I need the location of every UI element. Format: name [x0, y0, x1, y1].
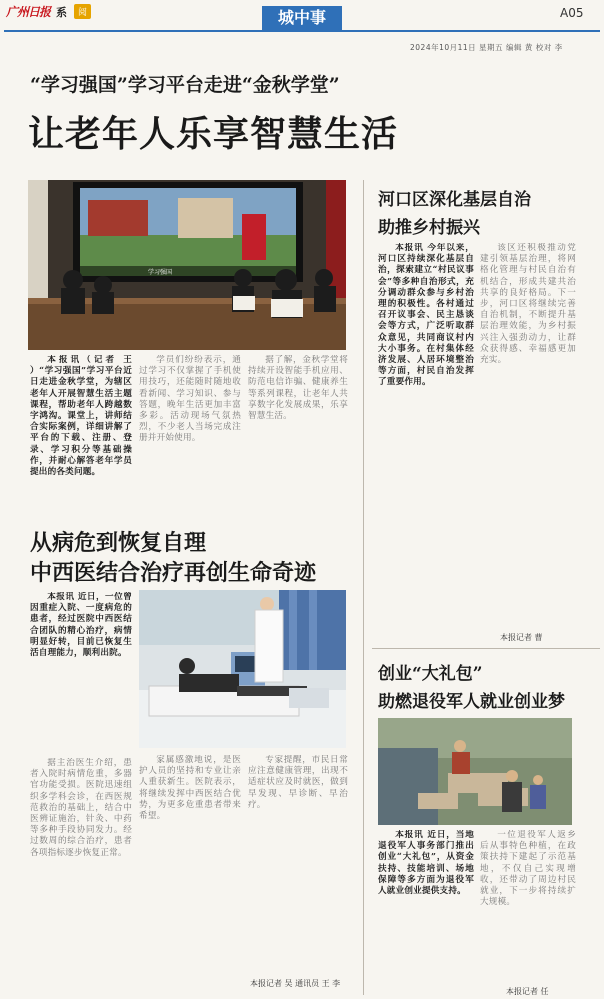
right-story-1-paragraph-2: 该区还积极推动党建引领基层治理，将网格化管理与村民自治有机结合，形成共建共治共享的良好格局。下一步，河口区将继续完善自治机制，不断提升基层治理效能，为乡村振兴注入强劲动力，让群众获得感、幸福感更加充实。: [480, 243, 576, 366]
page-number: A05: [560, 6, 584, 20]
right-headline-1: [378, 186, 531, 242]
edition-meta: 2024年10月11日 星期五 编辑 黄 校对 李: [410, 43, 563, 52]
right-story-1-byline: 本报记者 曹: [500, 633, 543, 642]
right-story-2-paragraph-1: 本报讯 近日，当地退役军人事务部门推出创业“大礼包”，从资金扶持、技能培训、场地保障等多方面为退役军人就业创业提供支持。: [378, 830, 474, 897]
lead-headline: 让老年人乐享智慧生活: [28, 113, 399, 155]
classroom-photo: [28, 180, 346, 350]
second-paragraph-3: 家属感激地说，是医护人员的坚持和专业让亲人重获新生。医院表示，将继续发挥中西医结合优势，为更多危重患者带来希望。: [139, 755, 241, 822]
second-headline: [30, 528, 316, 588]
right-story-1-column-1: [378, 243, 474, 628]
farm-photo: [378, 718, 572, 825]
lead-column-2: [139, 355, 241, 515]
right-headline-1-line-1: 河口区深化基层自治: [378, 190, 531, 210]
right-story-2-paragraph-2: 一位退役军人返乡后从事特色种植，在政策扶持下建起了示范基地，不仅自己实现增收，还带动了周边村民就业，下一步将持续扩大规模。: [480, 830, 576, 908]
section-tab[interactable]: 城中事: [262, 6, 342, 30]
right-headline-1-line-2: 助推乡村振兴: [378, 218, 480, 238]
second-paragraph-1: 本报讯 近日，一位曾因重症入院、一度病危的患者，经过医院中西医结合团队的精心治疗，病情明显好转，目前已恢复生活自理能力，顺利出院。: [30, 592, 132, 659]
right-story-2-byline: 本报记者 任: [506, 987, 549, 996]
newspaper-logo: 广州日报: [6, 5, 51, 19]
farm-illustration: [378, 718, 572, 825]
lead-paragraph-1: 本报讯（记者 王 ）“学习强国”学习平台近日走进金秋学堂，为辖区老年人开展智慧生活主题课程，帮助老年人跨越数字鸿沟。课堂上，讲师结合实际案例，详细讲解了平台的下载、注册、登录、学习积分等基础操作，并耐心解答老年学员提出的各类问题。: [30, 355, 132, 478]
lead-kicker: “学习强国”学习平台走进“金秋学堂”: [30, 74, 340, 96]
lead-column-1: [30, 355, 132, 515]
second-column-4: [248, 755, 348, 994]
second-byline: 本报记者 吴 通讯员 王 李: [250, 979, 341, 988]
svg-text:学习强国: 学习强国: [148, 269, 173, 276]
second-column-2: [30, 758, 132, 994]
lead-paragraph-2: 学员们纷纷表示，通过学习不仅掌握了手机使用技巧，还能随时随地收看新闻、学习知识、参与答题，晚年生活更加丰富多彩。活动现场气氛热烈，不少老人当场完成注册并开始使用。: [139, 355, 241, 444]
logo-suffix: 系: [56, 6, 67, 19]
right-headline-2: [378, 660, 565, 716]
right-section-divider: [372, 648, 600, 649]
second-headline-line-1: 从病危到恢复自理: [30, 530, 207, 556]
hospital-photo: [139, 590, 346, 748]
hospital-illustration: [139, 590, 346, 748]
lead-paragraph-3: 据了解，金秋学堂将持续开设智能手机应用、防范电信诈骗、健康养生等系列课程，让老年人共享数字化发展成果，乐享智慧生活。: [248, 355, 348, 422]
right-headline-2-line-2: 助燃退役军人就业创业梦: [378, 692, 565, 712]
column-divider: [363, 180, 364, 995]
right-story-2-column-1: [378, 830, 474, 995]
second-headline-line-2: 中西医结合治疗再创生命奇迹: [30, 560, 317, 586]
right-story-1-paragraph-1: 本报讯 今年以来，河口区持续深化基层自治，探索建立“村民议事会”等多种自治形式，充分调动群众参与乡村治理的积极性。各村通过召开议事会、民主恳谈会等方式，广泛听取群众意见，共同商议村内大小事务。在村集体经济发展、人居环境整治等方面，村民自治发挥了重要作用。: [378, 243, 474, 388]
second-paragraph-4: 专家提醒，市民日常应注意健康管理，出现不适症状应及时就医，做到早发现、早诊断、早治疗。: [248, 755, 348, 810]
second-paragraph-2: 据主治医生介绍，患者入院时病情危重，多器官功能受损。医院迅速组织多学科会诊，在西医规范救治的基础上，结合中医辨证施治，针灸、中药等多种手段协同发力。经过数周的综合治疗，患者各项指标逐步恢复正常。: [30, 758, 132, 858]
lead-column-3: [248, 355, 348, 515]
right-story-2-column-2: [480, 830, 576, 995]
logo-badge: 阅: [74, 4, 91, 19]
right-story-1-column-2: [480, 243, 576, 628]
right-headline-2-line-1: 创业“大礼包”: [378, 664, 483, 684]
second-column-3: [139, 755, 241, 994]
classroom-illustration: [28, 180, 346, 350]
second-column-1: [30, 592, 132, 752]
section-divider: [4, 30, 600, 32]
